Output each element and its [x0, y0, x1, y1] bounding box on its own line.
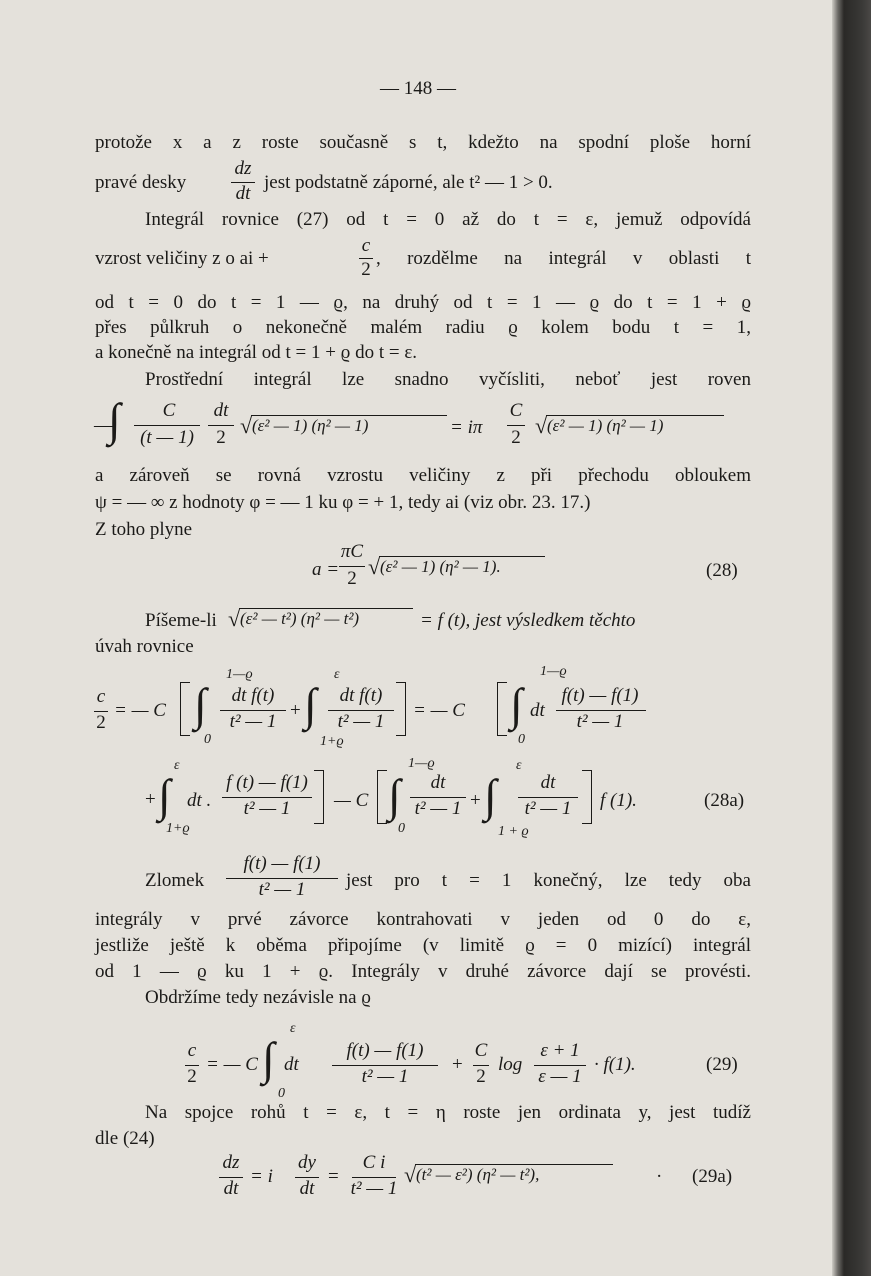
fraction-denominator: t² — 1	[350, 1178, 398, 1199]
equals-minus-c: = — C	[114, 700, 166, 721]
fraction-numerator: dz	[222, 1152, 240, 1173]
fraction-numerator: ε + 1	[540, 1040, 580, 1061]
text-line: a zároveň se rovná vzrostu veličiny z při přechodu obloukem	[95, 465, 751, 486]
minus-sign: —	[94, 415, 113, 436]
integral-sign: ∫	[108, 394, 121, 445]
fraction-numerator: C i	[362, 1152, 386, 1173]
integral-upper-limit: ε	[334, 667, 340, 682]
integral-lower-limit: 0	[278, 1086, 285, 1101]
fraction-denominator: t² — 1	[258, 879, 306, 900]
bracket-right	[582, 770, 592, 824]
fraction-bar	[507, 425, 525, 426]
text-line: jest podstatně záporné, ale t² — 1 > 0.	[264, 172, 553, 193]
integral-lower-limit: 1+ϱ	[166, 821, 190, 836]
bracket-left	[377, 770, 387, 824]
dot-separator: ·	[656, 1166, 663, 1187]
radicand: (ε² — 1) (η² — 1)	[252, 416, 369, 435]
equals-minus-c: = — C	[206, 1054, 258, 1075]
text-line: dle (24)	[95, 1128, 155, 1149]
equals-minus-c: = — C	[413, 700, 465, 721]
bracket-right	[396, 682, 406, 736]
integral-sign: ∫	[388, 770, 401, 821]
text-line: Zlomek	[145, 870, 205, 891]
fraction-numerator: c	[96, 686, 106, 707]
differential: dt	[284, 1054, 299, 1075]
text-line: integrály v prvé závorce kontrahovati v jeden od 0 do ε,	[95, 909, 751, 930]
equation-label: (29)	[706, 1054, 738, 1075]
bracket-left	[180, 682, 190, 736]
bracket-left	[497, 682, 507, 736]
text-line: = f (t), jest výsledkem těchto	[420, 610, 636, 631]
integral-upper-limit: ε	[516, 758, 522, 773]
radicand: (ε² — 1) (η² — 1)	[547, 416, 664, 435]
integral-upper-limit: ε	[290, 1021, 296, 1036]
differential: dt .	[187, 790, 212, 811]
fraction-denominator: 2	[96, 712, 106, 733]
fraction-numerator: f (t) — f(1)	[226, 772, 308, 793]
text-line: od t = 0 do t = 1 — ϱ, na druhý od t = 1 — ϱ do t = 1 + ϱ	[95, 292, 751, 313]
fraction-numerator: dt f(t)	[339, 685, 383, 706]
text-line: , rozdělme na integrál v oblasti t	[376, 248, 751, 269]
fraction-denominator: 2	[347, 568, 357, 589]
fraction-denominator: t² — 1	[361, 1066, 409, 1087]
fraction-denominator: t² — 1	[337, 711, 385, 732]
text-line: Z toho plyne	[95, 519, 193, 540]
integral-upper-limit: 1—ϱ	[226, 667, 253, 682]
text-line: přes půlkruh o nekonečně malém radiu ϱ kolem bodu t = 1,	[95, 317, 751, 338]
fraction-denominator: t² — 1	[576, 711, 624, 732]
fraction-denominator: dt	[299, 1178, 315, 1199]
integral-sign: ∫	[510, 679, 523, 730]
log-function: log	[498, 1054, 523, 1075]
fraction-bar	[134, 425, 200, 426]
fraction-numerator: c	[361, 235, 371, 256]
fraction-denominator: dt	[235, 183, 251, 204]
integral-lower-limit: 0	[398, 821, 405, 836]
fraction-numerator: dt	[213, 400, 229, 421]
fraction-numerator: dt	[430, 772, 446, 793]
fraction-numerator: c	[187, 1040, 197, 1061]
fraction-denominator: 2	[511, 427, 521, 448]
text-line: vzrost veličiny z o ai +	[95, 248, 269, 269]
integral-sign: ∫	[304, 679, 317, 730]
fraction-bar	[339, 566, 365, 567]
fraction-numerator: C	[474, 1040, 488, 1061]
fraction-numerator: dt	[540, 772, 556, 793]
fraction-numerator: f(t) — f(1)	[561, 685, 639, 706]
fraction-numerator: C	[509, 400, 523, 421]
fraction-numerator: πC	[340, 541, 364, 562]
text-line: od 1 — ϱ ku 1 + ϱ. Integrály v druhé závorce dají se provésti.	[95, 961, 751, 982]
plus-sign: +	[470, 790, 481, 811]
text-line: Prostřední integrál lze snadno vyčísliti, neboť jest roven	[145, 369, 751, 390]
text-line: pravé desky	[95, 172, 187, 193]
minus-c: — C	[334, 790, 369, 811]
text-line: protože x a z roste současně s t, kdežto na spodní ploše horní	[95, 132, 751, 153]
equation-label: (28)	[706, 560, 738, 581]
equals-i: = i	[250, 1166, 273, 1187]
fraction-denominator: t² — 1	[414, 798, 462, 819]
integral-lower-limit: 0	[204, 732, 211, 747]
book-binding-edge	[832, 0, 871, 1276]
fraction-denominator: t² — 1	[243, 798, 291, 819]
integral-upper-limit: 1—ϱ	[540, 664, 567, 679]
fraction-denominator: 2	[361, 259, 371, 280]
text-line: úvah rovnice	[95, 636, 194, 657]
integral-sign: ∫	[158, 770, 171, 821]
fraction-denominator: dt	[223, 1178, 239, 1199]
fraction-numerator: f(t) — f(1)	[346, 1040, 424, 1061]
fraction-numerator: dy	[298, 1152, 316, 1173]
differential: dt	[530, 700, 545, 721]
fraction-denominator: 2	[216, 427, 226, 448]
fraction-numerator: dt f(t)	[231, 685, 275, 706]
text-line: Na spojce rohů t = ε, t = η roste jen ordinata y, jest tudíž	[145, 1102, 751, 1123]
text-line: Integrál rovnice (27) od t = 0 až do t = ε, jemuž odpovídá	[145, 209, 751, 230]
text-line: Obdržíme tedy nezávisle na ϱ	[145, 987, 371, 1008]
radicand: (t² — ε²) (η² — t²),	[416, 1165, 540, 1184]
f-of-one: f (1).	[600, 790, 637, 811]
text-line: jest pro t = 1 konečný, lze tedy oba	[346, 870, 751, 891]
book-page: — 148 — protože x a z roste současně s t, kdežto na spodní ploše horní pravé desky dz dt jest podstatně záporné, ale t² — 1 > 0. Integrál rovnice (27) od t = 0 až do t = ε, jemuž odpovídá vzrost veličiny z o ai + c 2 , rozdělme na integrál v oblasti t od t = 0 do t = 1 — ϱ, na druhý od t = 1 — ϱ do t = 1 + ϱ přes půlkruh o nekonečně malém radiu ϱ kolem bodu t = 1, a konečně na integrál od t = 1 + ϱ do t = ε. Prostřední integrál lze snadno vyčísliti, neboť jest roven — ∫ C (t — 1) dt 2 √ (ε² — 1) (η² — 1) = iπ C 2 √ (ε² — 1) (η² — 1) a zároveň se rovná vzrostu veličiny z při přechodu obloukem ψ = — ∞ z hodnoty φ = — 1 ku φ = + 1, tedy ai (viz obr. 23. 17.) Z toho plyne a = πC 2 √ (ε² — 1) (η² — 1). (28) Píšeme-li √ (ε² — t²) (η² — t²) = f (t), jest výsledkem těchto úvah rovnice c 2 = — C 1—ϱ ∫ 0 dt f(t) t² — 1 + ε ∫ 1+ϱ dt f(t) t² — 1 = — C 1—ϱ ∫ 0 dt f(t) — f(1) t² — 1 ε ∫ + 1+ϱ dt . f (t) — f(1) t² — 1 — C 1—ϱ ∫ 0 dt t² — 1 + ε ∫ 1 + ϱ dt t² — 1 f (1). (28a) Zlomek f(t) — f(1) t² — 1 jest pro t = 1 konečný, lze tedy oba integrály v prvé závorce kontrahovati v jeden od 0 do ε, jestliže ještě k oběma připojíme (v limitě ϱ = 0 mizící) integrál od 1 — ϱ ku 1 + ϱ. Integrály v druhé závorce dají se provésti. Obdržíme tedy nezávisle na ϱ c 2 = — C ε ∫ 0 dt f(t) — f(1) t² — 1 + C 2 log ε + 1 ε — 1 · f(1). (29) Na spojce rohů t = ε, t = η roste jen ordinata y, jest tudíž dle (24) dz dt = i dy dt = C i t² — 1 √ (t² — ε²) (η² — t²), · (29a)	[0, 0, 832, 1276]
text-line: jestliže ještě k oběma připojíme (v limitě ϱ = 0 mizící) integrál	[95, 935, 751, 956]
integral-lower-limit: 0	[518, 732, 525, 747]
plus-sign: +	[145, 789, 156, 810]
text-line: a konečně na integrál od t = 1 + ϱ do t = ε.	[95, 342, 418, 363]
fraction-denominator: (t — 1)	[140, 427, 194, 448]
fraction-numerator: C	[162, 400, 176, 421]
integral-upper-limit: ε	[174, 758, 180, 773]
fraction-numerator: f(t) — f(1)	[243, 853, 321, 874]
fraction-denominator: 2	[187, 1066, 197, 1087]
integral-lower-limit: 1 + ϱ	[498, 824, 529, 839]
fraction-denominator: t² — 1	[229, 711, 277, 732]
fraction-denominator: t² — 1	[524, 798, 572, 819]
integral-sign: ∫	[262, 1033, 275, 1084]
plus-sign: +	[452, 1054, 463, 1075]
equation-label: (29a)	[692, 1166, 733, 1187]
bracket-right	[314, 770, 324, 824]
integral-sign: ∫	[484, 770, 497, 821]
equals-sign: =	[328, 1166, 339, 1187]
text-line: Píšeme-li	[145, 610, 217, 631]
text-line: ψ = — ∞ z hodnoty φ = — 1 ku φ = + 1, tedy ai (viz obr. 23. 17.)	[95, 492, 591, 513]
page-number: — 148 —	[380, 78, 456, 99]
lhs: a =	[312, 559, 340, 580]
integral-upper-limit: 1—ϱ	[408, 756, 435, 771]
plus-sign: +	[290, 700, 301, 721]
f-of-one: · f(1).	[594, 1054, 636, 1075]
integral-sign: ∫	[194, 679, 207, 730]
radicand: (ε² — t²) (η² — t²)	[240, 609, 360, 628]
equals-i-pi: = iπ	[450, 417, 483, 438]
fraction-denominator: ε — 1	[538, 1066, 582, 1087]
fraction-numerator: dz	[234, 158, 252, 179]
integral-lower-limit: 1+ϱ	[320, 734, 344, 749]
fraction-bar	[208, 425, 234, 426]
radicand: (ε² — 1) (η² — 1).	[380, 557, 501, 576]
fraction-denominator: 2	[476, 1066, 486, 1087]
equation-label: (28a)	[704, 790, 745, 811]
